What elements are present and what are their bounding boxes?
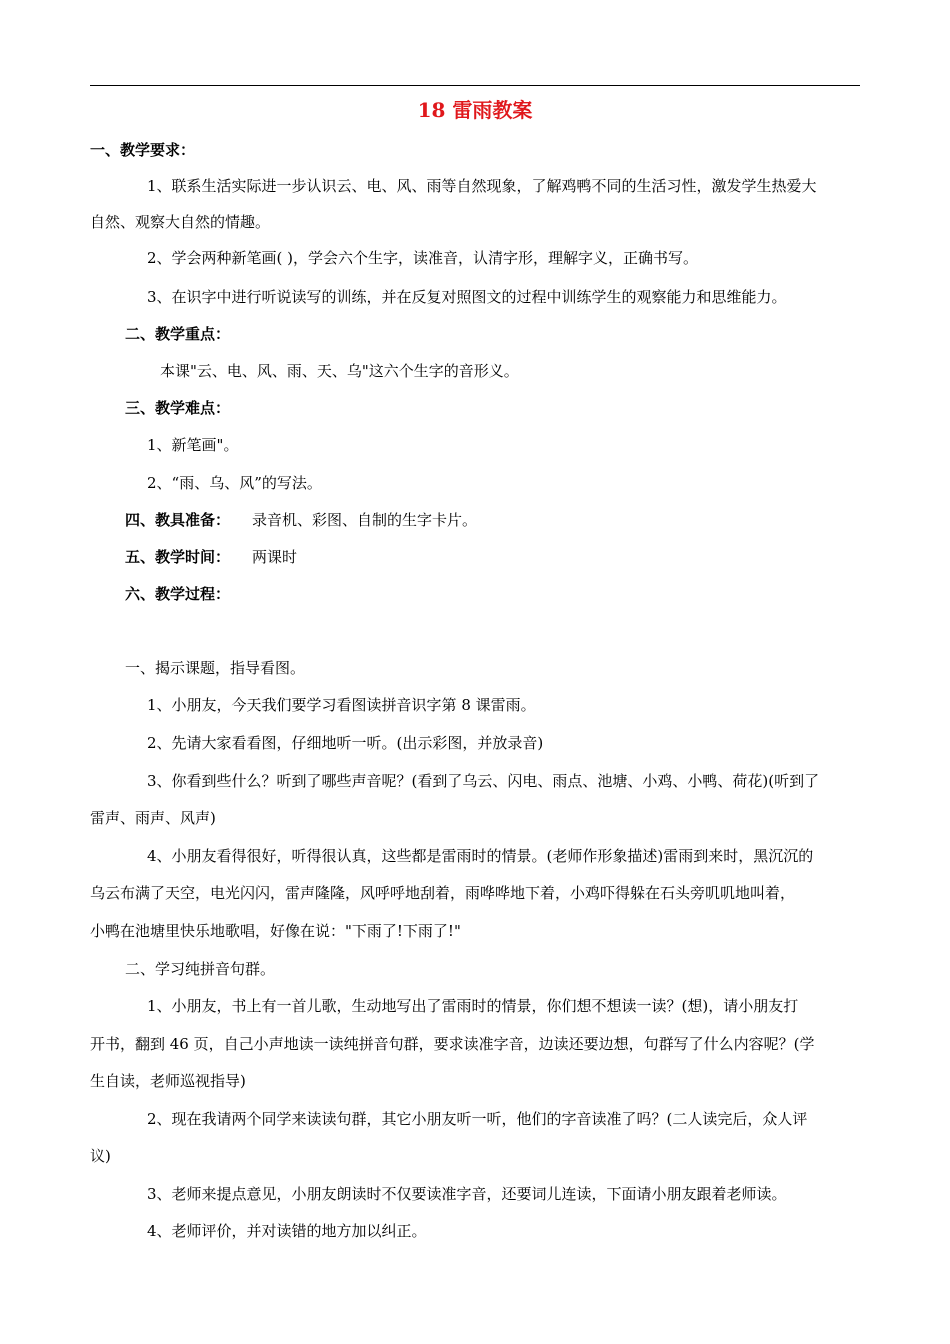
body-line: 2、现在我请两个同学来读读句群，其它小朋友听一听，他们的字音读准了吗？(二人读完后，众人评 xyxy=(147,1110,808,1128)
time-value: 两课时 xyxy=(252,548,298,566)
document-title: 18 雷雨教案 xyxy=(417,98,533,122)
body-line: 3、在识字中进行听说读写的训练，并在反复对照图文的过程中训练学生的观察能力和思维能力。 xyxy=(147,288,787,306)
section-row-materials xyxy=(125,510,477,530)
body-line: 1、小朋友，今天我们要学习看图读拼音识字第 8 课雷雨。 xyxy=(147,696,536,714)
body-line: 开书，翻到 46 页，自己小声地读一读纯拼音句群，要求读准字音，边读还要边想，句群写了什么内容呢？(学 xyxy=(90,1035,815,1053)
body-line: 小鸭在池塘里快乐地歌唱，好像在说："下雨了!下雨了!" xyxy=(90,922,461,940)
body-line: 1、新笔画"。 xyxy=(147,436,239,454)
body-line: 雷声、雨声、风声) xyxy=(90,809,216,827)
body-line: 4、老师评价，并对读错的地方加以纠正。 xyxy=(147,1222,427,1240)
body-line: 1、小朋友，书上有一首儿歌，生动地写出了雷雨时的情景，你们想不想读一读？(想)，请小朋友打 xyxy=(147,997,799,1015)
body-line: 4、小朋友看得很好，听得很认真，这些都是雷雨时的情景。(老师作形象描述)雷雨到来时，黑沉沉的 xyxy=(147,847,814,865)
section-heading-time: 五、教学时间： xyxy=(125,548,231,566)
body-line: 乌云布满了天空，电光闪闪，雷声隆隆，风呼呼地刮着，雨哗哗地下着，小鸡吓得躲在石头旁叽叽地叫着， xyxy=(90,884,796,902)
body-line: 2、“雨、乌、风”的写法。 xyxy=(147,474,322,492)
body-line: 3、你看到些什么？听到了哪些声音呢？(看到了乌云、闪电、雨点、池塘、小鸡、小鸭、荷花)(听到了 xyxy=(147,772,820,790)
body-line: 议) xyxy=(90,1147,111,1165)
materials-value: 录音机、彩图、自制的生字卡片。 xyxy=(252,511,478,529)
section-row-time xyxy=(125,547,297,567)
section-heading-requirements: 一、教学要求： xyxy=(90,141,196,159)
body-line: 2、先请大家看看图，仔细地听一听。(出示彩图，并放录音) xyxy=(147,734,544,752)
body-line: 一、揭示课题，指导看图。 xyxy=(125,659,306,677)
section-heading-difficulty: 三、教学难点： xyxy=(125,399,231,417)
body-line: 自然、观察大自然的情趣。 xyxy=(90,213,271,231)
body-line: 生自读，老师巡视指导) xyxy=(90,1072,246,1090)
body-line: 3、老师来提点意见，小朋友朗读时不仅要读准字音，还要词儿连读，下面请小朋友跟着老师读。 xyxy=(147,1185,787,1203)
section-heading-materials: 四、教具准备： xyxy=(125,511,231,529)
body-line: 1、联系生活实际进一步认识云、电、风、雨等自然现象，了解鸡鸭不同的生活习性，激发学生热爱大 xyxy=(147,177,817,195)
body-line: 二、学习纯拼音句群。 xyxy=(125,960,276,978)
header-rule xyxy=(90,85,860,86)
body-line: 本课"云、电、风、雨、天、乌"这六个生字的音形义。 xyxy=(160,362,519,380)
body-line: 2、学会两种新笔画( )，学会六个生字，读准音，认清字形，理解字义，正确书写。 xyxy=(147,249,699,267)
section-heading-focus: 二、教学重点： xyxy=(125,325,231,343)
section-heading-process: 六、教学过程： xyxy=(125,585,231,603)
